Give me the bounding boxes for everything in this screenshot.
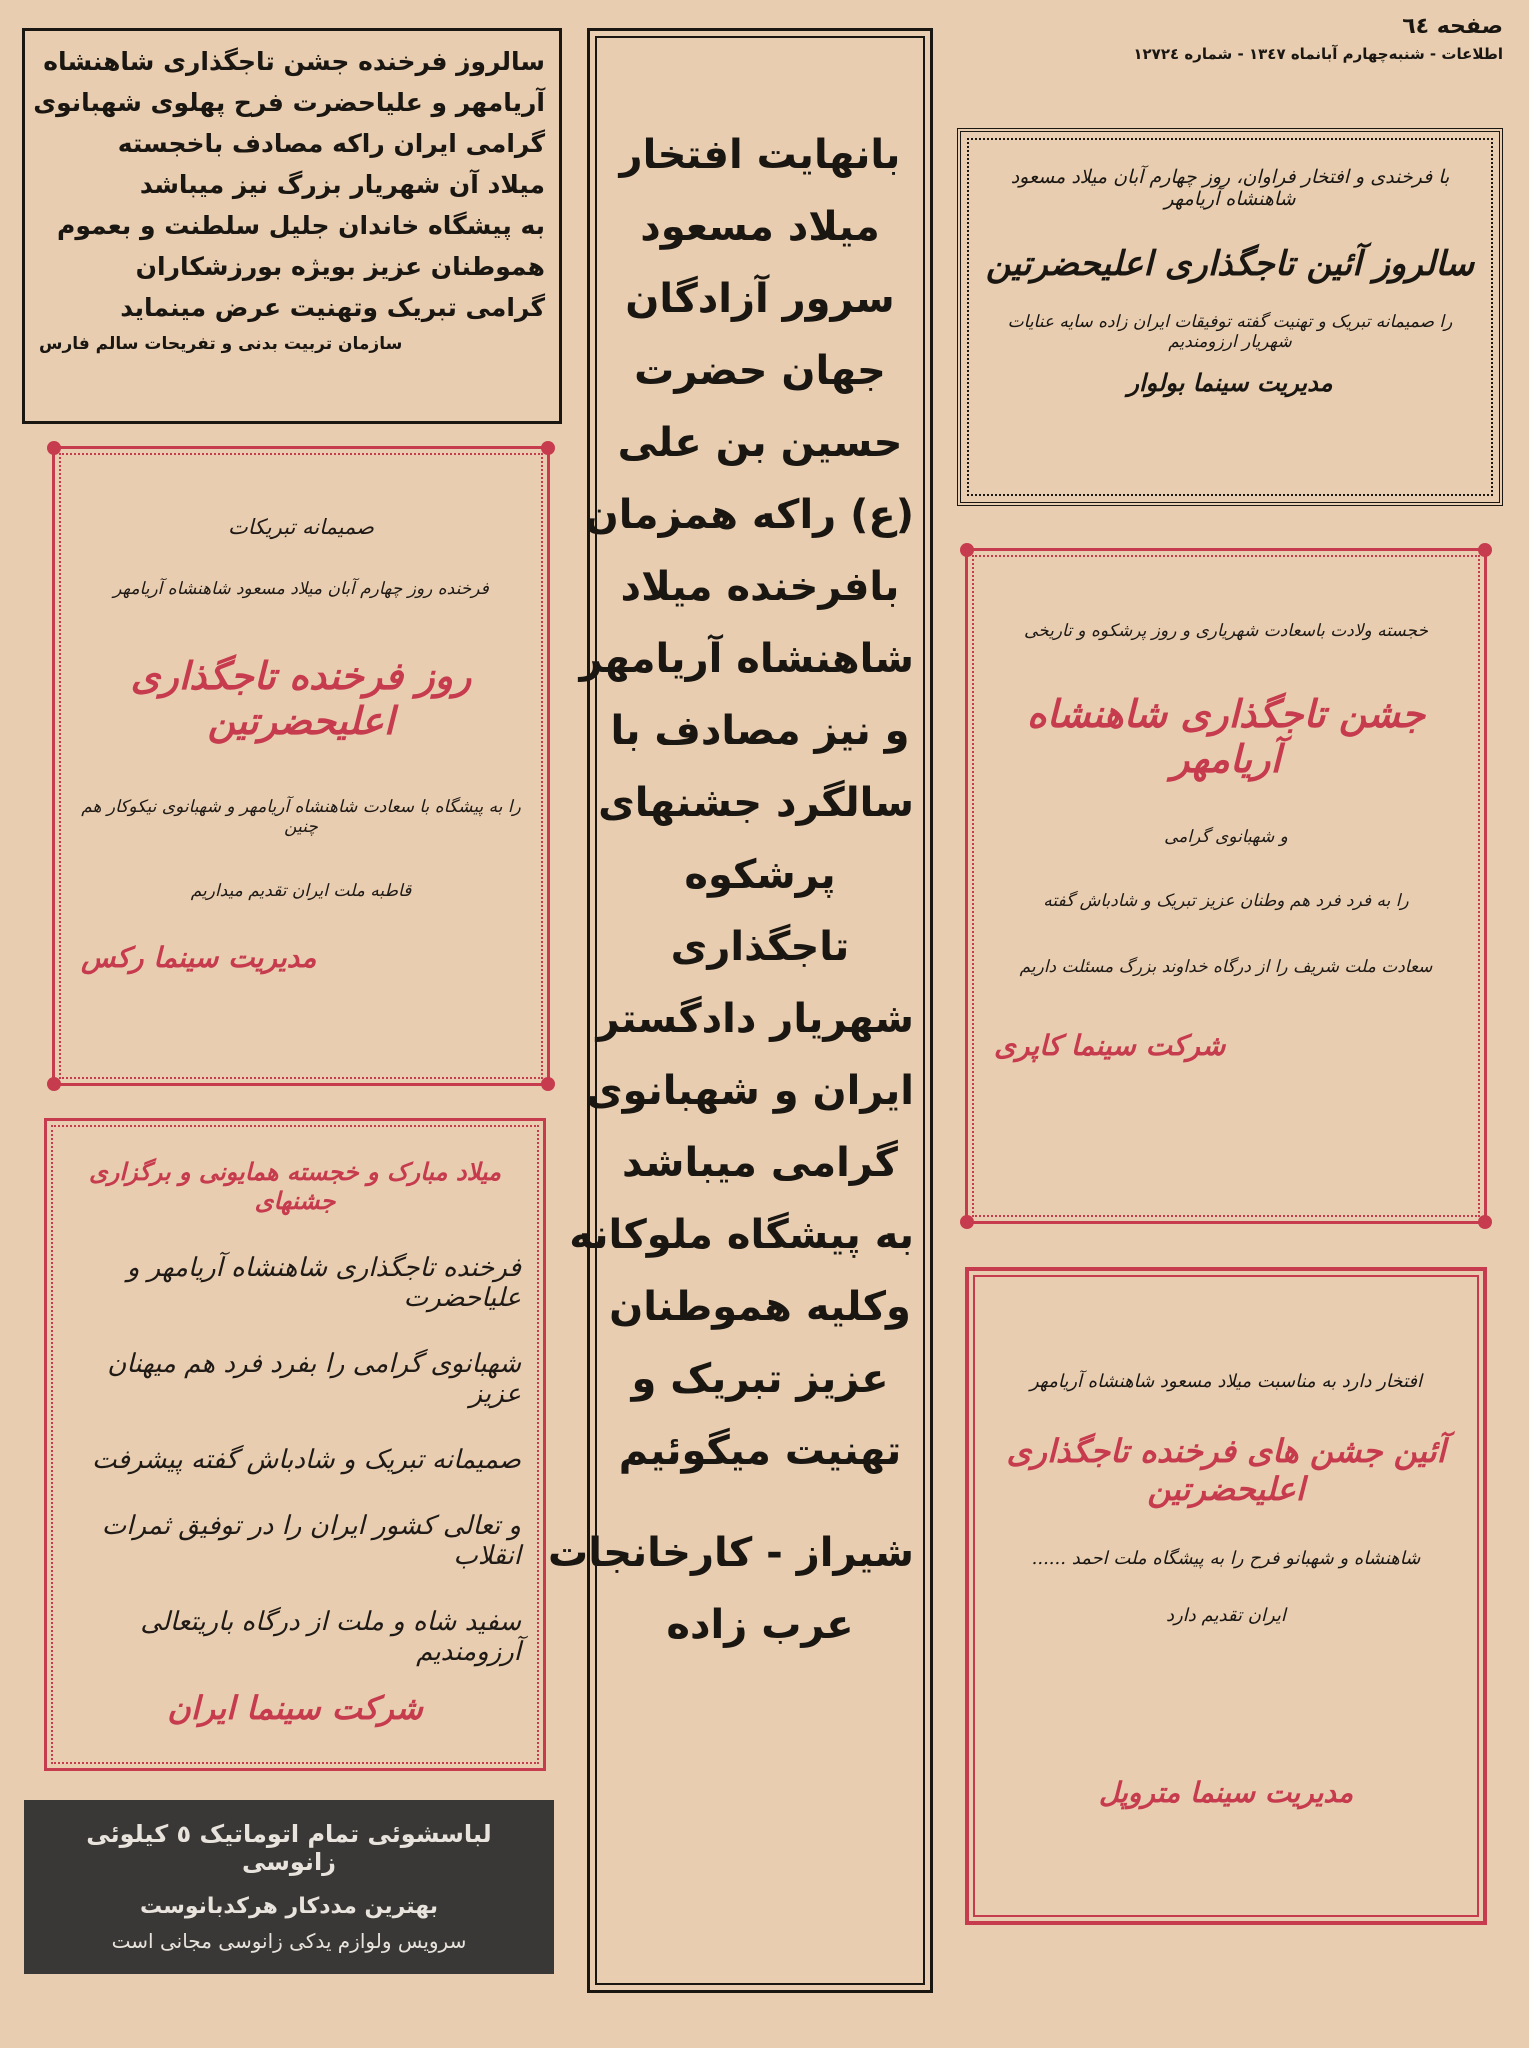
text-line: بافرخنده میلاد	[620, 564, 900, 610]
text-line: عزیز تبریک و	[631, 1356, 889, 1402]
text-line: و نیز مصادف با	[610, 708, 910, 754]
text-line: وکلیه هموطنان	[609, 1284, 911, 1330]
ad-signature: مدیریت سینما رکس	[81, 941, 317, 974]
ad-headline: روز فرخنده تاجگذاری اعلیحضرتین	[130, 653, 472, 743]
firm-line: عرب زاده	[666, 1602, 854, 1648]
text-line: تاجگذاری	[670, 924, 850, 970]
text-line: ایران و شهبانوی	[585, 1068, 914, 1114]
ad-body: شاهنشاه و شهبانو فرح را به پیشگاه ملت احمد ......	[1031, 1548, 1421, 1569]
cinema-iran-ad	[44, 1118, 546, 1771]
center-announcement	[548, 28, 933, 1993]
corner-ornament	[541, 441, 555, 455]
page-header	[1023, 14, 1503, 94]
text-line: سالگرد جشنهای	[598, 780, 914, 826]
ad-title: صمیمانه تبریکات	[227, 515, 374, 539]
cinema-capri-ad	[965, 548, 1487, 1224]
ad-body-line: شهبانوی گرامی را بفرد فرد هم میهنان عزیز	[107, 1349, 521, 1409]
sports-org-announcement	[22, 28, 562, 424]
ad-body: ایران تقدیم دارد	[1166, 1605, 1286, 1626]
text-line: سالروز فرخنده جشن تاجگذاری شاهنشاه	[43, 47, 545, 76]
text-line: حسین بن علی	[617, 420, 903, 466]
text-line: به پیشگاه ملوکانه	[569, 1212, 914, 1258]
text-line: سرور آزادگان	[625, 276, 895, 322]
corner-ornament	[1478, 1215, 1492, 1229]
signature: سازمان تربیت بدنی و تفریحات سالم فارس	[39, 334, 403, 354]
text-line: به پیشگاه خاندان جلیل سلطنت و بعموم	[57, 211, 545, 240]
issue-info: اطلاعات - شنبه‌چهارم آبانماه ١٣٤٧ - شماره ١٢٧٢٤	[1133, 45, 1503, 63]
ad-service-note: سرویس ولوازم یدکی زانوسی مجانی است	[111, 1929, 467, 1953]
ad-signature: مدیریت سینما بولوار	[1127, 368, 1333, 397]
ad-headline: آئین جشن های فرخنده تاجگذاری اعلیحضرتین	[1006, 1432, 1446, 1508]
ad-tagline: بهترین مددکار هرکدبانوست	[139, 1894, 439, 1919]
text-line: هموطنان عزیز بویژه بورزشکاران	[135, 252, 545, 281]
ad-body-line: و تعالی کشور ایران را در توفیق ثمرات انقلاب	[101, 1511, 521, 1571]
ad-headline: سالروز آئین تاجگذاری اعلیحضرتین	[985, 244, 1475, 284]
ad-signature: شرکت سینما ایران	[167, 1689, 423, 1727]
ad-headline: میلاد مبارک و خجسته همایونی و برگزاری جشنهای	[89, 1157, 501, 1215]
corner-ornament	[47, 441, 61, 455]
ad-signature: مدیریت سینما متروپل	[1098, 1776, 1354, 1809]
ad-body-line: سفید شاه و ملت از درگاه باریتعالی آرزومندیم	[140, 1607, 521, 1667]
ad-body: را صمیمانه تبریک و تهنیت گفته توفیقات ایران زاده سایه عنایات شهریار ارزومندیم	[1007, 312, 1453, 352]
zanussi-ad	[24, 1800, 554, 1974]
ad-body: را به فرد فرد هم وطنان عزیز تبریک و شادباش گفته	[1043, 891, 1409, 911]
ad-body-line: صمیمانه تبریک و شادباش گفته پیشرفت	[92, 1445, 521, 1475]
firm-signature	[548, 1517, 914, 1661]
text-line: شهریار دادگستر	[596, 996, 914, 1042]
text-line: گرامی تبریک وتهنیت عرض مینماید	[120, 293, 545, 322]
firm-line: شیراز - کارخانجات	[548, 1530, 914, 1576]
text-line: جهان حضرت	[634, 348, 886, 394]
ad-body: فرخنده روز چهارم آبان میلاد مسعود شاهنشاه آریامهر	[113, 579, 489, 599]
cinema-metropol-ad	[965, 1267, 1487, 1925]
text-line: آریامهر و علیاحضرت فرح پهلوی شهبانوی	[33, 88, 545, 117]
ad-headline: جشن تاجگذاری شاهنشاه آریامهر	[1026, 691, 1426, 781]
text-line: شاهنشاه آریامهر	[579, 636, 914, 682]
corner-ornament	[1478, 543, 1492, 557]
ad-body: و شهبانوی گرامی	[1164, 827, 1288, 847]
cinema-boulevard-ad	[957, 128, 1503, 506]
ad-body: را به پیشگاه با سعادت شاهنشاه آریامهر و شهبانوی نیکوکار هم چنین	[81, 797, 521, 837]
ad-headline: لباسشوئی تمام اتوماتیک ٥ کیلوئی زانوسی	[86, 1820, 492, 1876]
text-line: پرشکوه	[684, 852, 836, 898]
ad-body: قاطبه ملت ایران تقدیم میداریم	[190, 881, 412, 901]
corner-ornament	[47, 1077, 61, 1091]
text-line: گرامی میباشد	[622, 1140, 898, 1186]
ad-body: سعادت ملت شریف را از درگاه خداوند بزرگ مسئلت داریم	[1019, 957, 1433, 977]
text-line: گرامی ایران راکه مصادف باخجسته	[117, 129, 545, 158]
corner-ornament	[960, 543, 974, 557]
ad-body-line: فرخنده تاجگذاری شاهنشاه آریامهر و علیاحضرت	[126, 1253, 521, 1313]
text-line: میلاد آن شهریار بزرگ نیز میباشد	[139, 170, 545, 199]
corner-ornament	[960, 1215, 974, 1229]
text-line: تهنیت میگوئیم	[618, 1428, 902, 1474]
ad-signature: شرکت سینما کاپری	[994, 1029, 1226, 1062]
ad-intro: خجسته ولادت باسعادت شهریاری و روز پرشکوه و تاریخی	[1023, 621, 1429, 641]
cinema-rex-ad	[52, 446, 550, 1086]
corner-ornament	[541, 1077, 555, 1091]
ad-intro: با فرخندی و افتخار فراوان، روز چهارم آبان میلاد مسعود شاهنشاه آریامهر	[1010, 166, 1450, 210]
text-line: (ع) راکه همزمان	[584, 492, 914, 538]
ad-intro: افتخار دارد به مناسبت میلاد مسعود شاهنشاه آریامهر	[1029, 1371, 1423, 1392]
page-number: صفحه ٦٤	[1402, 14, 1503, 39]
text-line: بانهایت افتخار	[619, 132, 901, 178]
text-line: میلاد مسعود	[640, 204, 880, 250]
